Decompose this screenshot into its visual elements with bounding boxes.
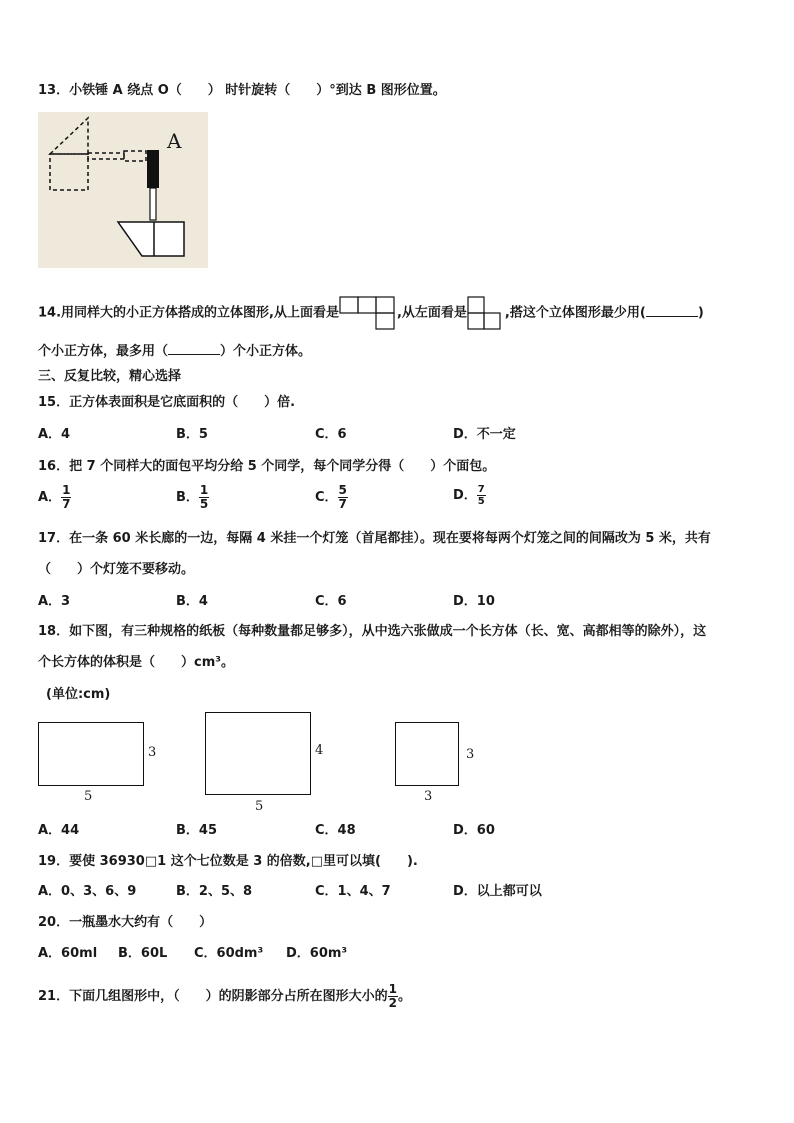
option-d: D．以上都可以	[453, 884, 542, 899]
label-a: A	[167, 129, 182, 153]
top-view-figure	[339, 296, 397, 330]
option-a: A．4	[38, 427, 71, 442]
option-a: A．60ml	[38, 946, 98, 961]
rect-1-width: 5	[84, 789, 93, 804]
fraction: $\frac{7}{5}$	[477, 484, 485, 507]
fraction: $\frac{1}{5}$	[199, 483, 209, 511]
question-20-text: 20．一瓶墨水大约有（ ）	[38, 915, 213, 930]
question-15-text: 15．正方体表面积是它底面积的（ ）倍.	[38, 395, 296, 410]
option-c: C．60dm³	[194, 946, 264, 961]
option-d: D．60m³	[286, 946, 348, 961]
answer-blank	[168, 342, 220, 355]
question-18-line2: 个长方体的体积是（ ）cm³。	[38, 655, 234, 670]
section-title: 三、反复比较，精心选择	[38, 369, 182, 384]
option-d: D．60	[453, 823, 495, 838]
cardboard-rect-2	[205, 712, 311, 795]
hammer-rotation-figure	[38, 112, 208, 268]
square-width: 3	[424, 789, 433, 804]
option-b: B．45	[176, 823, 217, 838]
question-14-text	[38, 296, 704, 330]
fraction: $\frac{5}{7}$	[338, 483, 347, 511]
option-a: A． $\frac{1}{7}$	[38, 483, 71, 511]
option-a: A．3	[38, 594, 71, 609]
question-19-text: 19．要使 36930□1 这个七位数是 3 的倍数,□里可以填( ).	[38, 854, 418, 869]
option-b: B． $\frac{1}{5}$	[176, 483, 209, 511]
option-c: C． $\frac{5}{7}$	[315, 483, 347, 511]
hammer-rotation-diagram	[38, 112, 208, 268]
question-18-line1: 18．如下图，有三种规格的纸板（每种数量都足够多），从中选六张做成一个长方体（长、宽、高都相等的除外），这	[38, 624, 707, 639]
option-d: D． $\frac{7}{5}$	[453, 484, 485, 507]
fraction: $\frac{1}{2}$	[388, 982, 397, 1010]
q14-line2-a: 个小正方体，最多用（	[38, 344, 169, 359]
rect-2-width: 5	[255, 799, 264, 814]
cardboard-square	[395, 722, 459, 786]
q14-part3: ,搭这个立体图形最少用(	[504, 305, 646, 321]
square-height: 3	[466, 747, 475, 762]
option-d: D．不一定	[453, 427, 516, 442]
option-c: C．1、4、7	[315, 884, 391, 899]
option-b: B．4	[176, 594, 208, 609]
question-14-line2	[38, 342, 311, 361]
q14-line2-b: ）个小正方体。	[220, 344, 312, 359]
answer-blank	[646, 304, 698, 317]
option-a: A．0、3、6、9	[38, 884, 137, 899]
question-17-line1: 17．在一条 60 米长廊的一边，每隔 4 米挂一个灯笼（首尾都挂）。现在要将每两个灯笼之间的间隔改为 5 米，共有	[38, 531, 711, 546]
option-c: C．6	[315, 427, 347, 442]
question-13-text: 13．小铁锤 A 绕点 O（ ） 时针旋转（ ）°到达 B 图形位置。	[38, 83, 446, 98]
option-b: B．60L	[118, 946, 168, 961]
option-c: C．6	[315, 594, 347, 609]
q14-part1: 14.用同样大的小正方体搭成的立体图形,从上面看是	[38, 305, 339, 321]
fraction: $\frac{1}{7}$	[62, 483, 71, 511]
option-c: C．48	[315, 823, 356, 838]
rect-1-height: 3	[148, 745, 157, 760]
unit-label: (单位:cm)	[46, 687, 111, 702]
q14-part4: )	[697, 305, 704, 321]
option-a: A．44	[38, 823, 80, 838]
option-d: D．10	[453, 594, 495, 609]
q14-part2: ,从左面看是	[396, 305, 467, 321]
cardboard-rect-1	[38, 722, 144, 786]
rect-2-height: 4	[315, 743, 324, 758]
option-b: B．5	[176, 427, 208, 442]
left-view-figure	[467, 296, 505, 330]
question-21-text: 21．下面几组图形中，（ ）的阴影部分占所在图形大小的 $\frac{1}{2}$ 。	[38, 982, 411, 1010]
question-16-text: 16．把 7 个同样大的面包平均分给 5 个同学，每个同学分得（ ）个面包。	[38, 459, 496, 474]
option-b: B．2、5、8	[176, 884, 253, 899]
question-17-line2: （ ）个灯笼不要移动。	[38, 562, 195, 577]
